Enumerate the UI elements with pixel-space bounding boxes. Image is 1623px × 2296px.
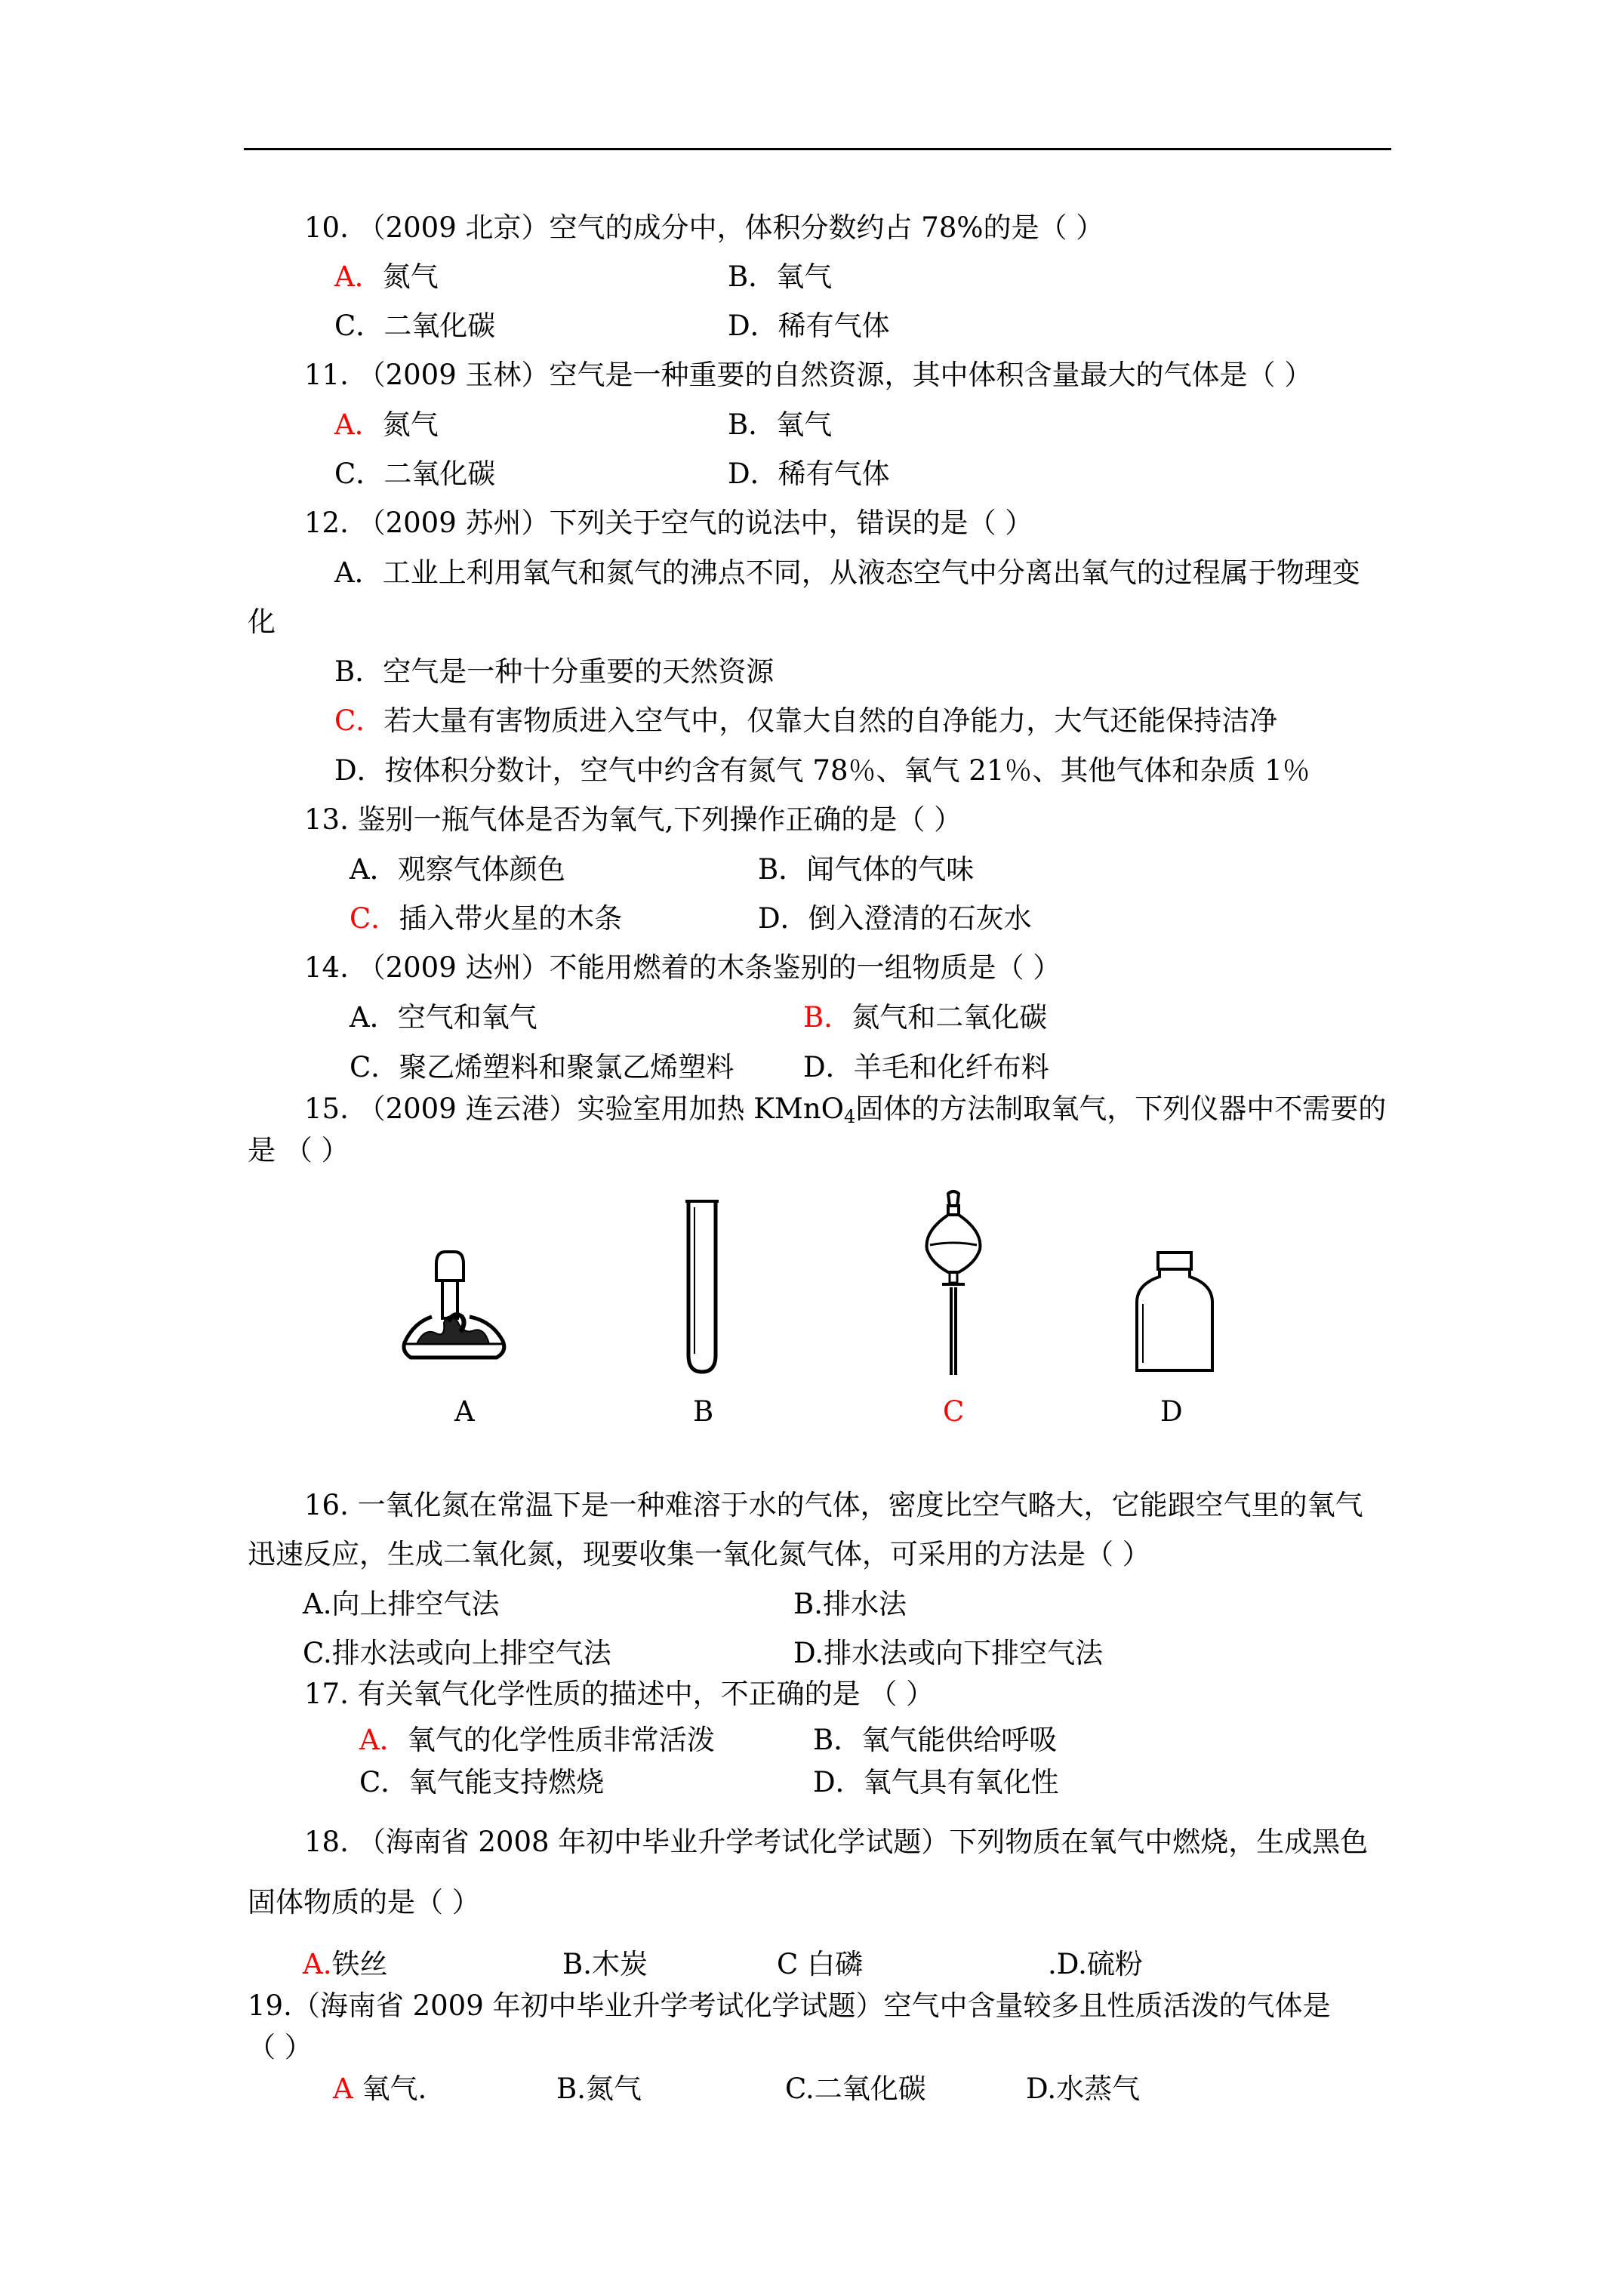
option-letter: B．	[803, 1001, 852, 1034]
q17-option-c[interactable]	[359, 1764, 604, 1801]
stem-text: 15. （2009 连云港）实验室用加热 KMnO	[304, 1093, 844, 1125]
q16-option-d[interactable]: D.排水法或向下排空气法	[793, 1637, 1104, 1669]
option-letter: B．	[728, 408, 777, 441]
q18-stem-cont: 固体物质的是（ ）	[248, 1886, 480, 1918]
option-letter: B．	[758, 853, 807, 886]
option-text: 氧气能供给呼吸	[861, 1724, 1058, 1756]
reagent-bottle-icon	[1132, 1250, 1217, 1378]
option-text: 氮气和二氧化碳	[852, 1001, 1048, 1034]
option-text: 氧气.	[362, 2073, 427, 2105]
q14-option-c[interactable]	[350, 1049, 734, 1086]
q11-option-c[interactable]	[334, 456, 495, 492]
option-text: 二氧化碳	[383, 458, 496, 490]
q15-stem-cont: 是 （ ）	[248, 1134, 350, 1166]
option-letter: A．	[350, 1001, 398, 1034]
q10-option-b[interactable]	[728, 259, 832, 295]
q13-option-d[interactable]	[758, 901, 1032, 937]
q16-stem: 16. 一氧化氮在常温下是一种难溶于水的气体，密度比空气略大，它能跟空气里的氧气	[304, 1489, 1363, 1521]
q18-option-d[interactable]: .D.硫粉	[1048, 1948, 1143, 1980]
q16-option-b[interactable]: B.排水法	[793, 1588, 907, 1620]
q13-option-a[interactable]	[350, 852, 565, 888]
q19-option-d[interactable]: D.水蒸气	[1026, 2073, 1141, 2105]
option-text: 氮气	[382, 408, 439, 441]
q10-option-c[interactable]	[334, 308, 495, 344]
q19-stem-cont: （ ）	[248, 2031, 313, 2063]
q19-option-c[interactable]: C.二氧化碳	[785, 2073, 926, 2105]
q16-option-c[interactable]: C.排水法或向上排空气法	[303, 1637, 611, 1669]
option-text: 氮气	[382, 260, 439, 293]
option-letter: C．	[334, 310, 384, 342]
q13-option-c[interactable]	[350, 901, 622, 937]
q14-option-d[interactable]	[803, 1049, 1049, 1086]
q12-stem: 12. （2009 苏州）下列关于空气的说法中，错误的是（ ）	[304, 507, 1033, 539]
q18-option-a[interactable]	[303, 1946, 387, 1983]
subscript: 4	[843, 1106, 856, 1127]
option-letter: C．	[359, 1766, 409, 1798]
q10-option-d[interactable]	[728, 308, 890, 344]
q17-option-d[interactable]	[813, 1764, 1059, 1801]
q16-option-a[interactable]: A.向上排空气法	[303, 1588, 500, 1620]
option-text: 氧气	[776, 408, 833, 441]
option-text: 稀有气体	[778, 458, 890, 490]
option-letter: D．	[728, 310, 778, 342]
option-letter: D．	[334, 754, 385, 787]
option-text: 铁丝	[331, 1948, 388, 1980]
option-letter: D．	[813, 1766, 864, 1798]
q11-option-d[interactable]	[728, 456, 890, 492]
q19-option-b[interactable]: B.氮气	[556, 2073, 642, 2105]
q18-option-c[interactable]: C 白磷	[777, 1948, 864, 1980]
stem-text: 固体的方法制取氧气，下列仪器中不需要的	[855, 1093, 1387, 1125]
q12-option-c[interactable]	[334, 703, 1277, 739]
separatory-funnel-icon	[919, 1189, 987, 1382]
q17-option-a[interactable]	[359, 1722, 715, 1758]
q12-option-b[interactable]	[334, 654, 774, 690]
q14-option-a[interactable]	[350, 1000, 537, 1036]
option-letter: A．	[334, 408, 383, 441]
option-text: 空气和氧气	[397, 1001, 537, 1034]
option-text: 氧气具有氧化性	[863, 1766, 1059, 1798]
q12-option-d[interactable]	[334, 753, 1310, 789]
option-letter: A	[333, 2073, 362, 2105]
q16-stem-cont: 迅速反应，生成二氧化氮，现要收集一氧化氮气体，可采用的方法是（ ）	[248, 1538, 1150, 1570]
option-letter: C．	[350, 902, 399, 935]
q11-option-a[interactable]	[334, 407, 439, 443]
option-text: 按体积分数计，空气中约含有氮气 78％、氧气 21％、其他气体和杂质 1％	[384, 754, 1310, 787]
option-text: 闻气体的气味	[806, 853, 975, 886]
q12-option-a-cont: 化	[248, 606, 276, 638]
option-letter: B．	[813, 1724, 862, 1756]
q14-stem: 14. （2009 达州）不能用燃着的木条鉴别的一组物质是（ ）	[304, 951, 1061, 984]
option-letter: B．	[728, 260, 777, 293]
option-letter: D．	[803, 1051, 854, 1083]
q18-stem: 18. （海南省 2008 年初中毕业升学考试化学试题）下列物质在氧气中燃烧，生成黑色	[304, 1826, 1369, 1858]
option-text: 插入带火星的木条	[399, 902, 623, 935]
option-letter: A.	[303, 1948, 332, 1980]
q11-option-b[interactable]	[728, 407, 832, 443]
option-text: 空气是一种十分重要的天然资源	[383, 655, 775, 688]
option-letter: A．	[334, 556, 383, 589]
option-text: 工业上利用氧气和氮气的沸点不同，从液态空气中分离出氧气的过程属于物理变	[382, 556, 1360, 589]
q17-option-b[interactable]	[813, 1722, 1057, 1758]
q12-option-a[interactable]	[334, 555, 1360, 591]
q15-figure-c-label: C	[943, 1395, 965, 1428]
option-text: 倒入澄清的石灰水	[808, 902, 1032, 935]
option-letter: B．	[334, 655, 383, 688]
q15-figure-b-label: B	[693, 1395, 714, 1428]
q10-option-a[interactable]	[334, 259, 439, 295]
q14-option-b[interactable]	[803, 1000, 1047, 1036]
q18-option-b[interactable]: B.木炭	[562, 1948, 648, 1980]
q13-stem: 13. 鉴别一瓶气体是否为氧气,下列操作正确的是（ ）	[304, 803, 962, 836]
q15-figure-a-label: A	[454, 1395, 475, 1428]
header-rule	[244, 148, 1391, 150]
option-text: 观察气体颜色	[397, 853, 565, 886]
alcohol-lamp-icon	[399, 1238, 512, 1374]
option-letter: D．	[728, 458, 778, 490]
q15-stem	[304, 1091, 1386, 1135]
option-text: 氧气的化学性质非常活泼	[407, 1724, 715, 1756]
option-letter: C．	[350, 1051, 399, 1083]
option-letter: D．	[758, 902, 808, 935]
option-text: 若大量有害物质进入空气中，仅靠大自然的自净能力，大气还能保持洁净	[383, 704, 1278, 737]
option-letter: C．	[334, 458, 384, 490]
q17-stem: 17. 有关氧气化学性质的描述中，不正确的是 （ ）	[304, 1678, 935, 1710]
option-letter: C．	[334, 704, 384, 737]
q13-option-b[interactable]	[758, 852, 974, 888]
q19-stem: 19.（海南省 2009 年初中毕业升学考试化学试题）空气中含量较多且性质活泼的气体是	[248, 1989, 1331, 2022]
option-letter: A．	[334, 260, 383, 293]
option-text: 二氧化碳	[383, 310, 496, 342]
option-text: 聚乙烯塑料和聚氯乙烯塑料	[399, 1051, 735, 1083]
q11-stem: 11. （2009 玉林）空气是一种重要的自然资源，其中体积含量最大的气体是（ ）	[304, 359, 1313, 391]
option-text: 氧气能支持燃烧	[408, 1766, 605, 1798]
option-text: 氧气	[776, 260, 833, 293]
option-letter: A．	[359, 1724, 408, 1756]
q15-figure-d-label: D	[1160, 1395, 1183, 1428]
option-text: 羊毛和化纤布料	[853, 1051, 1049, 1083]
option-letter: A．	[350, 853, 398, 886]
q19-option-a[interactable]	[333, 2071, 427, 2107]
option-text: 稀有气体	[778, 310, 890, 342]
q10-stem: 10. （2009 北京）空气的成分中，体积分数约占 78%的是（ ）	[304, 211, 1104, 244]
test-tube-icon	[679, 1197, 725, 1378]
